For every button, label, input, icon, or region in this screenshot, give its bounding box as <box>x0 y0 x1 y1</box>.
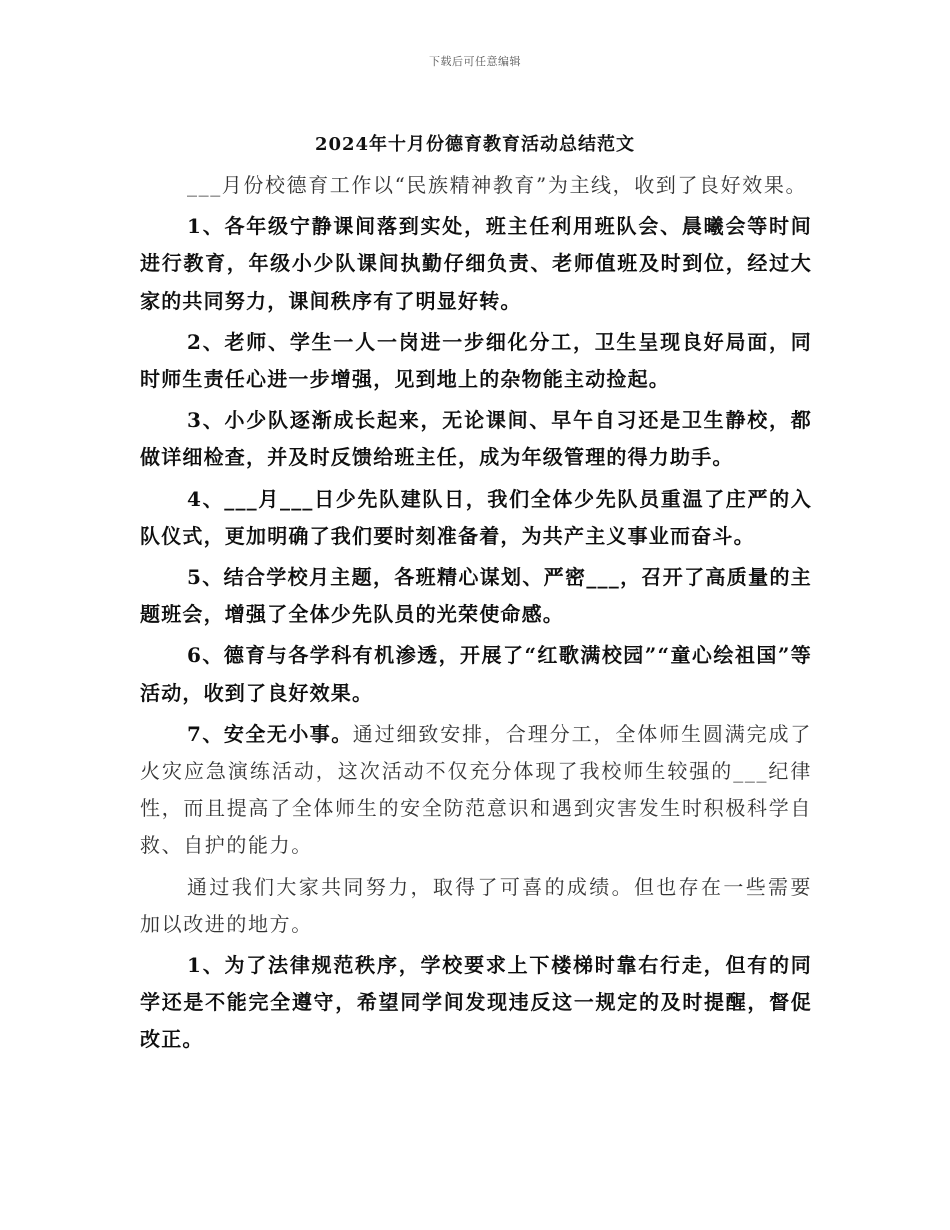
achievement-item-5: 5、结合学校月主题，各班精心谋划、严密___，召开了高质量的主题班会，增强了全体少先队员的光荣使命感。 <box>140 565 812 627</box>
transition-paragraph: 通过我们大家共同努力，取得了可喜的成绩。但也存在一些需要加以改进的地方。 <box>140 874 812 936</box>
achievement-item-4: 4、___月___日少先队建队日，我们全体少先队员重温了庄严的入队仪式，更加明确了我们要时刻准备着，为共产主义事业而奋斗。 <box>140 486 812 548</box>
improvement-item-1: 1、为了法律规范秩序，学校要求上下楼梯时靠右行走，但有的同学还是不能完全遵守，希望同学间发现违反这一规定的及时提醒，督促改正。 <box>140 953 812 1052</box>
document-body <box>140 167 812 1063</box>
achievement-item-6: 6、德育与各学科有机渗透，开展了“红歌满校园”“童心绘祖国”等活动，收到了良好效果。 <box>140 643 812 705</box>
download-note: 下载后可任意编辑 <box>429 55 521 68</box>
achievement-item-7-lead: 7、安全无小事。 <box>187 721 353 746</box>
achievement-item-1: 1、各年级宁静课间落到实处，班主任利用班队会、晨曦会等时间进行教育，年级小少队课间执勤仔细负责、老师值班及时到位，经过大家的共同努力，课间秩序有了明显好转。 <box>140 214 812 313</box>
achievement-item-3: 3、小少队逐渐成长起来，无论课间、早午自习还是卫生静校，都做详细检查，并及时反馈给班主任，成为年级管理的得力助手。 <box>140 408 812 470</box>
achievement-item-7 <box>140 716 812 865</box>
intro-paragraph: ___月份校德育工作以“民族精神教育”为主线，收到了良好效果。 <box>187 173 808 197</box>
document-title: 2024年十月份德育教育活动总结范文 <box>314 134 636 155</box>
achievement-item-2: 2、老师、学生一人一岗进一步细化分工，卫生呈现良好局面，同时师生责任心进一步增强，见到地上的杂物能主动捡起。 <box>140 329 812 392</box>
achievement-item-7-text: 通过细致安排，合理分工，全体师生圆满完成了火灾应急演练活动，这次活动不仅充分体现了我校师生较强的___纪律性，而且提高了全体师生的安全防范意识和遇到灾害发生时积极科学自救、自护的能力。 <box>140 721 812 858</box>
